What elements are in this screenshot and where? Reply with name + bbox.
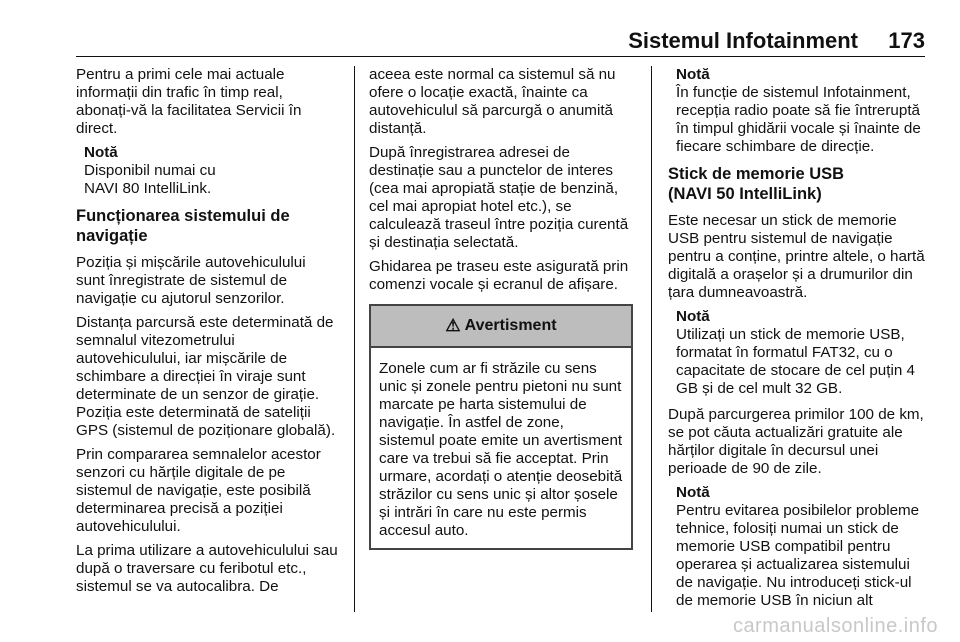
- note: [676, 66, 930, 156]
- warning-title: Avertisment: [464, 317, 557, 334]
- heading-line: (NAVI 50 IntelliLink): [668, 185, 822, 203]
- note-text: Disponibil numai cu: [84, 162, 216, 179]
- note-text: NAVI 80 IntelliLink.: [84, 180, 212, 197]
- note-text: În funcție de sistemul Infotainment, recepția radio poate să fie întreruptă în timpul ghidării vocale și înainte de fiecare schimbare de direcție.: [676, 84, 921, 155]
- note-title: Notă: [676, 308, 710, 325]
- warning-text: Zonele cum ar fi străzile cu sens unic și zonele pentru pietoni nu sunt marcate pe harta sistemului de navigație. În astfel de zone, sistemul poate emite un avertisment care va trebui să fie acceptat. Prin urmare, acordați o atenție deosebită străzilor cu sens unic și altor șosele și intrări în care nu este permis accesul auto.: [379, 360, 623, 539]
- watermark: carmanualsonline.info: [732, 615, 938, 637]
- paragraph: La prima utilizare a autovehiculului sau după o traversare cu feribotul etc., sistemul se va autocalibra. De: [76, 542, 338, 595]
- page-number: 173: [888, 28, 925, 53]
- paragraph: După parcurgerea primilor 100 de km, se pot căuta actualizări gratuite ale hărților digitale în decursul unei perioade de 90 de zile.: [668, 406, 924, 477]
- note-title: Notă: [676, 484, 710, 501]
- note-text: Pentru evitarea posibilelor probleme tehnice, folosiți numai un stick de memorie USB compatibil pentru operarea și actualizarea sistemului de navigație. Nu introduceți stick-ul de memorie USB în niciun alt: [676, 502, 920, 609]
- paragraph: Distanța parcursă este determinată de semnalul vitezometrului autovehiculului, iar mișcările de schimbare a direcției în viraje sunt determinate de un senzor de girație. Poziția este determinată de sateliții GPS (sistemul de poziționare globală).: [76, 314, 336, 439]
- paragraph: Ghidarea pe traseu este asigurată prin comenzi vocale și ecranul de afișare.: [369, 258, 629, 293]
- column-1: [76, 66, 338, 602]
- paragraph: Prin compararea semnalelor acestor senzori cu hărțile digitale de pe sistemul de navigație, este posibilă determinarea precisă a poziției autovehiculului.: [76, 446, 321, 535]
- column-2: [369, 66, 633, 550]
- warning-triangle-icon: ⚠: [445, 316, 461, 335]
- column-3: [668, 66, 930, 618]
- section-heading: [668, 164, 930, 204]
- header-rule: [76, 56, 925, 57]
- paragraph: Poziția și mișcările autovehiculului sunt înregistrate de sistemul de navigație cu ajutorul senzorilor.: [76, 254, 306, 307]
- paragraph: Pentru a primi cele mai actuale informații din trafic în timp real, abonați-vă la facilitatea Servicii în direct.: [76, 66, 302, 137]
- column-divider-1: [354, 66, 355, 612]
- note: [84, 144, 338, 198]
- warning-box: [369, 304, 633, 550]
- note: [676, 484, 930, 610]
- warning-header: [371, 306, 631, 348]
- paragraph: Este necesar un stick de memorie USB pentru sistemul de navigație pentru a conține, printre altele, o hartă digitală a orașelor și a drumurilor din țara dumneavoastră.: [668, 212, 925, 301]
- section-heading: [76, 206, 338, 246]
- note-title: Notă: [676, 66, 710, 83]
- note: [676, 308, 930, 398]
- column-divider-2: [651, 66, 652, 612]
- heading-line: navigație: [76, 227, 148, 245]
- heading-line: Stick de memorie USB: [668, 165, 845, 183]
- note-text: Utilizați un stick de memorie USB, formatat în formatul FAT32, cu o capacitate de stocare de cel puțin 4 GB și de cel mult 32 GB.: [676, 326, 915, 397]
- note-title: Notă: [84, 144, 118, 161]
- section-title: Sistemul Infotainment: [628, 28, 858, 53]
- heading-line: Funcționarea sistemului de: [76, 207, 290, 225]
- paragraph: aceea este normal ca sistemul să nu ofere o locație exactă, înainte ca autovehiculul să parcurgă o anumită distanță.: [369, 66, 616, 137]
- page-header: [0, 24, 960, 56]
- paragraph: După înregistrarea adresei de destinație sau a punctelor de interes (cea mai apropiată stație de benzină, cel mai apropiat hotel etc.), se calculează traseul între poziția curentă și destinația selectată.: [369, 144, 629, 251]
